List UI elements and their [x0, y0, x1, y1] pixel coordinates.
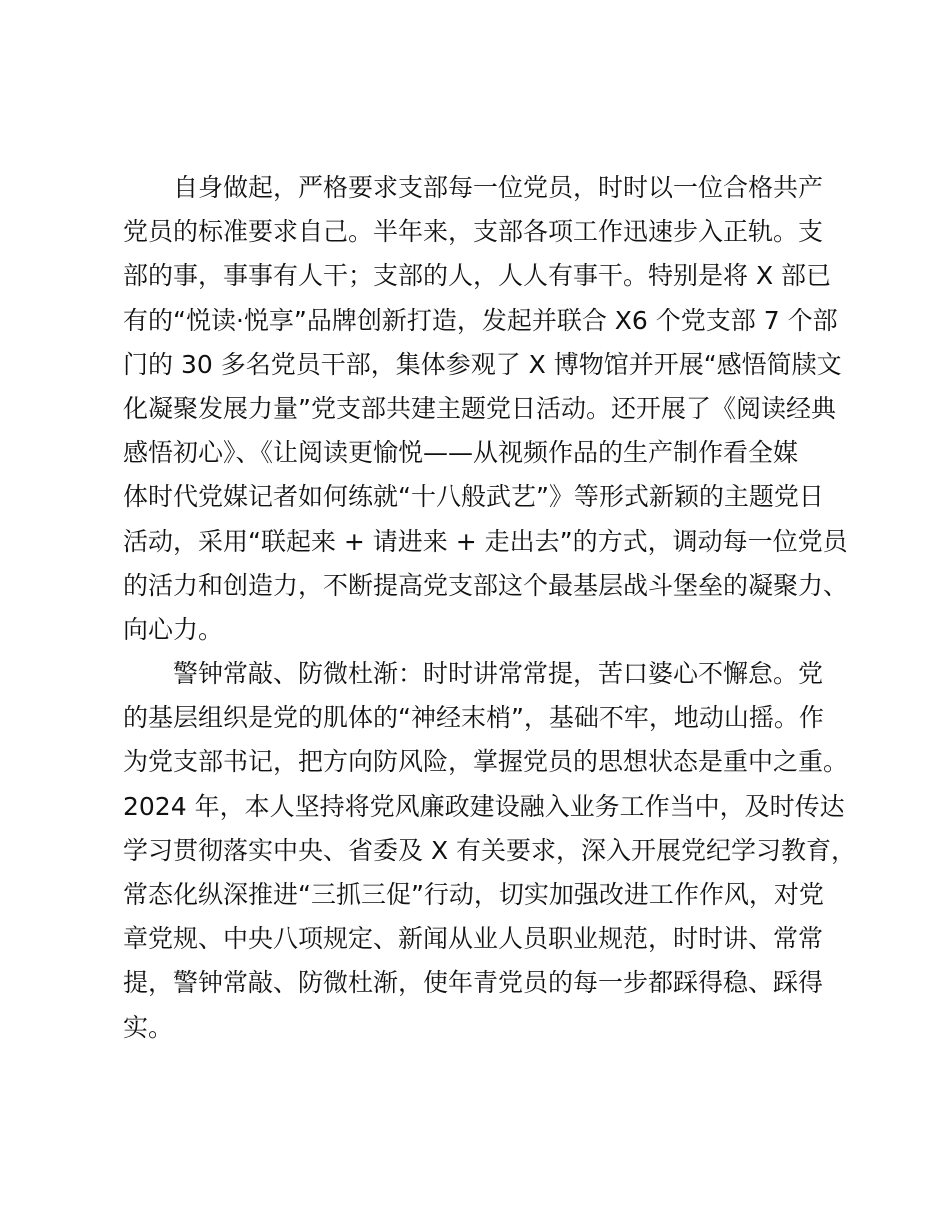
text-line: 章党规、中央八项规定、新闻从业人员职业规范，时时讲、常常 — [123, 924, 824, 954]
text-line: 活动，采用“联起来 + 请进来 + 走出去”的方式，调动每一位党员 — [123, 526, 848, 556]
text-line: 2024 年，本人坚持将党风廉政建设融入业务工作当中，及时传达 — [123, 791, 845, 821]
text-line: 的基层组织是党的肌体的“神经末梢”，基础不牢，地动山摇。作 — [123, 703, 824, 733]
text-line: 自身做起，严格要求支部每一位党员，时时以一位合格共产 — [123, 173, 824, 202]
text-line: 部的事，事事有人干；支部的人，人人有事干。特别是将 X 部已 — [123, 261, 832, 291]
text-line: 感悟初心》、《让阅读更愉悦——从视频作品的生产制作看全媒 — [123, 438, 799, 468]
text-line: 门的 30 多名党员干部，集体参观了 X 博物馆并开展“感悟简牍文 — [123, 349, 842, 379]
text-line: 提，警钟常敲、防微杜渐，使年青党员的每一步都踩得稳、踩得 — [123, 968, 824, 998]
text-line: 向心力。 — [123, 614, 224, 644]
text-line: 常态化纵深推进“三抓三促”行动，切实加强改进工作作风，对党 — [123, 880, 824, 909]
text-line: 为党支部书记，把方向防风险，掌握党员的思想状态是重中之重。 — [123, 747, 849, 777]
text-line: 有的“悦读·悦享”品牌创新打造，发起并联合 X6 个党支部 7 个部 — [123, 305, 838, 335]
text-line: 警钟常敲、防微杜渐：时时讲常常提，苦口婆心不懈怠。党 — [123, 659, 824, 689]
text-line: 实。 — [123, 1012, 174, 1042]
text-line: 体时代党媒记者如何练就“十八般武艺”》等形式新颖的主题党日 — [123, 482, 824, 512]
text-line: 学习贯彻落实中央、省委及 X 有关要求，深入开展党纪学习教育， — [123, 835, 857, 865]
text-line: 的活力和创造力，不断提高党支部这个最基层战斗堡垒的凝聚力、 — [123, 570, 849, 600]
paragraph-2 — [123, 652, 857, 1050]
paragraph-1 — [123, 166, 849, 652]
text-line: 化凝聚发展力量”党支部共建主题党日活动。还开展了《阅读经典 — [123, 393, 836, 423]
document-body — [123, 166, 857, 1050]
text-line: 党员的标准要求自己。半年来，支部各项工作迅速步入正轨。支 — [123, 217, 824, 247]
